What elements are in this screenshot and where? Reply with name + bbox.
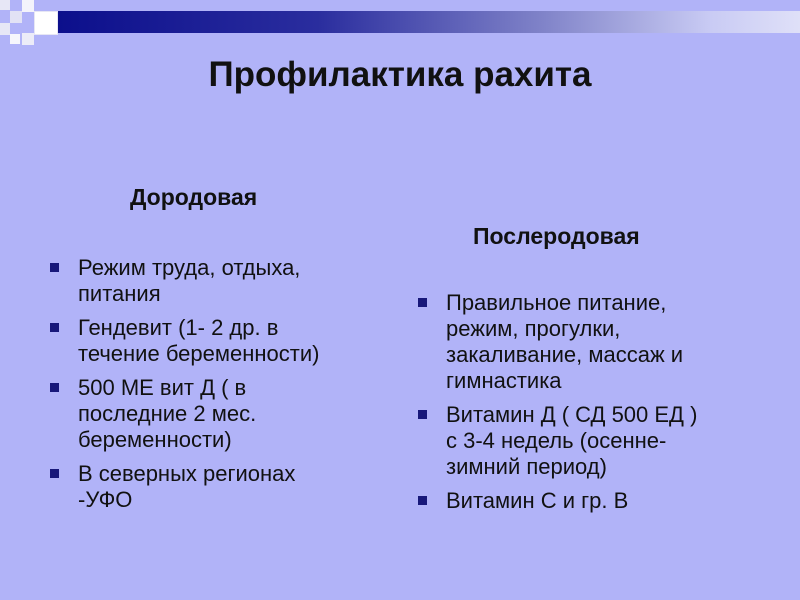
slide-title: Профилактика рахита: [208, 55, 592, 94]
square-bullet-icon: [50, 263, 59, 272]
right-column-heading: Послеродовая: [473, 223, 640, 249]
prenatal-list: [48, 255, 378, 521]
item-line: режим, прогулки,: [446, 316, 621, 341]
decorative-square: [22, 0, 34, 12]
item-line: зимний период): [446, 454, 607, 479]
item-line: Витамин Д ( СД 500 ЕД ): [446, 402, 698, 427]
decorative-square: [0, 23, 10, 35]
item-line: Гендевит (1- 2 др. в: [78, 315, 279, 340]
list-item: [416, 290, 766, 394]
left-column-heading: Дородовая: [130, 184, 258, 210]
item-line: беременности): [78, 427, 232, 452]
item-line: питания: [78, 281, 161, 306]
item-line: Витамин С и гр. В: [446, 488, 629, 513]
decorative-square: [10, 11, 22, 23]
list-item: [48, 255, 378, 307]
item-line: Правильное питание,: [446, 290, 667, 315]
square-bullet-icon: [418, 410, 427, 419]
item-line: с 3-4 недель (осенне-: [446, 428, 667, 453]
list-item: [48, 375, 378, 453]
square-bullet-icon: [50, 469, 59, 478]
item-line: течение беременности): [78, 341, 320, 366]
square-bullet-icon: [418, 298, 427, 307]
item-line: 500 МЕ вит Д ( в: [78, 375, 247, 400]
item-line: последние 2 мес.: [78, 401, 257, 426]
decorative-square: [0, 0, 10, 10]
item-line: Режим труда, отдыха,: [78, 255, 301, 280]
header-gradient-bar: [58, 11, 800, 33]
square-bullet-icon: [50, 383, 59, 392]
postnatal-list: [416, 290, 766, 522]
list-item: [48, 461, 378, 513]
list-item: [416, 488, 766, 514]
list-item: [416, 402, 766, 480]
decorative-square: [22, 33, 34, 45]
decorative-square: [34, 11, 58, 35]
item-line: закаливание, массаж и: [446, 342, 684, 367]
square-bullet-icon: [418, 496, 427, 505]
item-line: -УФО: [78, 487, 133, 512]
item-line: гимнастика: [446, 368, 562, 393]
list-item: [48, 315, 378, 367]
square-bullet-icon: [50, 323, 59, 332]
decorative-square: [10, 34, 20, 44]
item-line: В северных регионах: [78, 461, 296, 486]
